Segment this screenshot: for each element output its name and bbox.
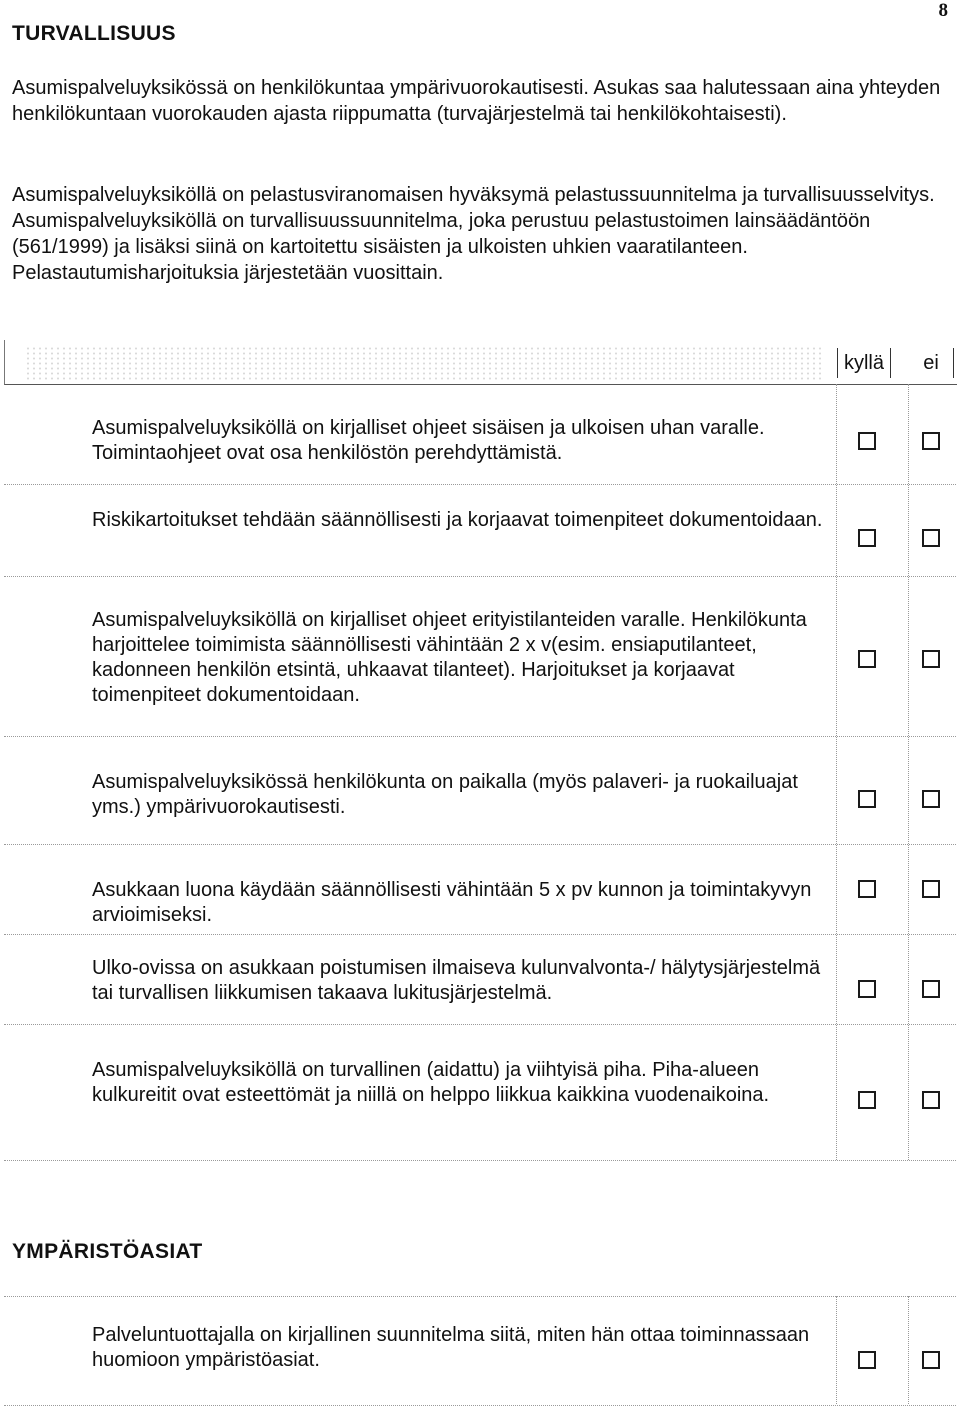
table-row (4, 1024, 956, 1161)
table-row (4, 484, 956, 577)
checkbox-yes[interactable] (858, 980, 876, 998)
row-question: Riskikartoitukset tehdään säännöllisesti ja korjaavat toimenpiteet dokumentoidaan. (92, 509, 823, 531)
row-question: Asumispalveluyksiköllä on kirjalliset ohjeet erityistilanteiden varalle. Henkilökunta harjoittelee toimimista säännöllisesti vähintään 2 x v(esim. ensiaputilanteet, kadonneen henkilön etsintä, uhkaavat tilanteet). Harjoitukset ja korjaavat toimenpiteet dokumentoidaan. (92, 609, 807, 706)
checkbox-yes[interactable] (858, 432, 876, 450)
checkbox-yes[interactable] (858, 880, 876, 898)
safety-paragraph-1: Asumispalveluyksikössä on henkilökuntaa ympärivuorokautisesti. Asukas saa halutessaan aina yhteyden henkilökuntaan vuorokauden ajasta riippumatta (turvajärjestelmä tai henkilökohtaisesti). (12, 77, 941, 125)
checkbox-yes[interactable] (858, 790, 876, 808)
section-heading-environment: YMPÄRISTÖASIAT (12, 1240, 203, 1263)
checkbox-no[interactable] (922, 432, 940, 450)
checkbox-no[interactable] (922, 880, 940, 898)
checkbox-yes[interactable] (858, 1351, 876, 1369)
checkbox-yes[interactable] (858, 650, 876, 668)
table-row (4, 384, 956, 485)
column-header-no: ei (909, 348, 954, 378)
row-question: Ulko-ovissa on asukkaan poistumisen ilmaiseva kulunvalvonta-/ hälytysjärjestelmä tai turvallisen liikkumisen takaava lukitusjärjestelmä. (92, 957, 821, 1004)
safety-paragraph-2: Asumispalveluyksiköllä on pelastusviranomaisen hyväksymä pelastussuunnitelma ja turvallisuusselvitys. Asumispalveluyksiköllä on turvallisuussuunnitelma, joka perustuu pelastustoimen lainsäädäntöön (561/1999) ja lisäksi siinä on kartoitettu sisäisten ja ulkoisten uhkien vaaratilanteen. Pelastautumisharjoituksia järjestetään vuosittain. (12, 184, 935, 284)
checkbox-no[interactable] (922, 529, 940, 547)
checkbox-no[interactable] (922, 1091, 940, 1109)
table-row (4, 1296, 956, 1406)
column-header-yes: kyllä (837, 348, 891, 378)
scan-noise (25, 346, 825, 380)
row-question: Asumispalveluyksiköllä on kirjalliset ohjeet sisäisen ja ulkoisen uhan varalle. Toimintaohjeet ovat osa henkilöstön perehdyttämistä. (92, 417, 765, 464)
table-row (4, 576, 956, 737)
checkbox-yes[interactable] (858, 529, 876, 547)
table-row (4, 934, 956, 1025)
page-number: 8 (938, 0, 948, 21)
section-heading-safety: TURVALLISUUS (12, 22, 176, 45)
checkbox-no[interactable] (922, 790, 940, 808)
checkbox-yes[interactable] (858, 1091, 876, 1109)
table-header (4, 340, 957, 385)
table-row (4, 736, 956, 845)
row-question: Asukkaan luona käydään säännöllisesti vähintään 5 x pv kunnon ja toimintakyvyn arvioimiseksi. (92, 879, 812, 926)
environment-checklist-table (4, 1296, 956, 1408)
row-question: Asumispalveluyksiköllä on turvallinen (aidattu) ja viihtyisä piha. Piha-alueen kulkureitit ovat esteettömät ja niillä on helppo liikkua kaikkina vuodenaikoina. (92, 1059, 770, 1106)
column-divider (836, 1296, 837, 1404)
checkbox-no[interactable] (922, 980, 940, 998)
checkbox-no[interactable] (922, 1351, 940, 1369)
row-question: Palveluntuottajalla on kirjallinen suunnitelma siitä, miten hän ottaa toiminnassaan huomioon ympäristöasiat. (92, 1324, 810, 1371)
checkbox-no[interactable] (922, 650, 940, 668)
safety-checklist-table (4, 340, 956, 1160)
column-divider (908, 1296, 909, 1404)
table-row (4, 844, 956, 935)
row-question: Asumispalveluyksikössä henkilökunta on paikalla (myös palaveri- ja ruokailuajat yms.) ympärivuorokautisesti. (92, 771, 798, 818)
